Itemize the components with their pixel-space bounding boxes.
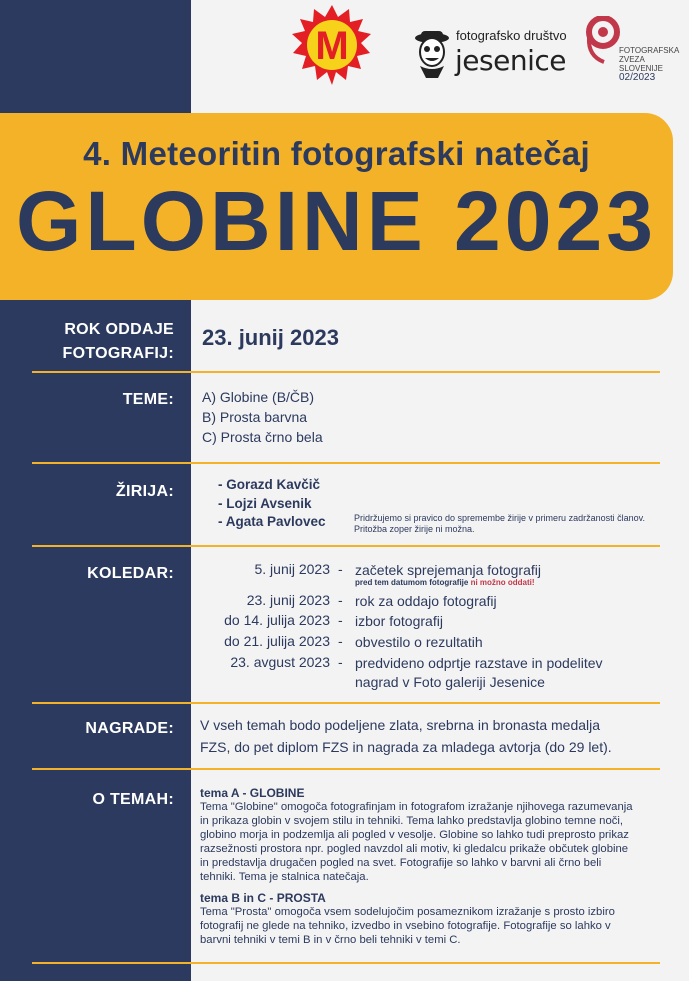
theme-a-prefix: tema A - (200, 786, 250, 800)
jury-list (218, 476, 326, 532)
jury-note-line2: Pritožba zoper žirije ni možna. (354, 524, 475, 534)
divider-4 (32, 702, 660, 704)
theme-bc-line: fotografij ne glede na tehniko, izvedbo in vsebino fotografije. Fotografije so lahko v (200, 920, 611, 932)
fzs-line-1: FOTOGRAFSKA (619, 46, 680, 55)
divider-1 (32, 371, 660, 373)
calendar-event (355, 654, 603, 692)
logo-strip (191, 0, 689, 110)
fzs-logo-text (619, 46, 679, 82)
theme-item-a: A) Globine (B/ČB) (202, 389, 315, 405)
fzs-line-4: 02/2023 (619, 72, 656, 83)
meteorit-logo-letter: M (315, 24, 349, 68)
calendar-date: 5. junij 2023 (254, 561, 330, 577)
awards-line1: V vseh temah bodo podeljene zlata, srebrna in bronasta medalja (200, 717, 601, 733)
fd-jesenice-face-icon (414, 28, 450, 78)
theme-item-c: C) Prosta črno bela (202, 429, 323, 445)
jury-member: - Agata Pavlovec (218, 514, 326, 529)
divider-2 (32, 462, 660, 464)
theme-bc-line: Tema "Prosta" omogoča vsem sodelujočim posameznikom izražanje s prosto izbiro (200, 906, 615, 918)
calendar-note-emphasis: ni možno oddati! (470, 578, 535, 587)
calendar-label: KOLEDAR: (87, 565, 174, 582)
calendar-dash: - (338, 612, 343, 628)
about-theme-a (200, 786, 678, 884)
theme-a-line: razsežnosti prostora npr. pogled navzdol ali motiv, ki gledalcu prikaže občutek globine (200, 843, 629, 855)
calendar-dash: - (338, 561, 343, 577)
about-theme-bc (200, 891, 678, 947)
deadline-label (63, 318, 174, 366)
theme-bc-prefix: tema B in C - (200, 891, 277, 905)
banner-subtitle: 4. Meteoritin fotografski natečaj (83, 135, 590, 172)
themes-list (202, 387, 323, 447)
about-label: O TEMAH: (92, 791, 174, 808)
calendar-date: do 14. julija 2023 (224, 612, 330, 628)
theme-a-line: globino morja in podzemlja ali pogled v vesolje. Globine so lahko tudi preprosto prikaz (200, 829, 629, 841)
theme-bc-line: barvni tehniki v temi B in v črno beli tehniki v temi C. (200, 934, 461, 946)
fzs-line-3: SLOVENIJE (619, 64, 664, 73)
awards-line2: FZS, do pet diplom FZS in nagrada za mladega avtorja (do 29 let). (200, 739, 612, 755)
calendar-event: obvestilo o rezultatih (355, 634, 483, 650)
calendar-date: do 21. julija 2023 (224, 633, 330, 649)
jury-member: - Gorazd Kavčič (218, 477, 321, 492)
banner-title: GLOBINE 2023 (16, 174, 657, 268)
calendar-date: 23. avgust 2023 (230, 654, 330, 670)
awards-label: NAGRADE: (85, 720, 174, 737)
theme-a-line: tehniki. Tema je stalnica natečaja. (200, 871, 369, 883)
calendar-dash: - (338, 633, 343, 649)
theme-a-line: in predstavlja drugačen pogled na svet. Fotografije so lahko v barvni ali črno beli (200, 857, 602, 869)
calendar-dash: - (338, 654, 343, 670)
calendar-dash: - (338, 592, 343, 608)
awards-text (200, 714, 612, 758)
jury-member: - Lojzi Avsenik (218, 495, 312, 511)
calendar-event: začetek sprejemanja fotografij (355, 562, 541, 578)
jury-note-line1: Pridržujemo si pravico do spremembe žirije v primeru zadržanosti članov. (354, 513, 645, 523)
fd-jesenice-line2: jesenice (455, 44, 566, 77)
fzs-line-2: ZVEZA (619, 55, 645, 64)
divider-5 (32, 768, 660, 770)
calendar-event: izbor fotografij (355, 613, 443, 629)
calendar-date: 23. junij 2023 (246, 592, 330, 608)
divider-3 (32, 545, 660, 547)
deadline-label-line2: FOTOGRAFIJ: (62, 345, 174, 362)
calendar-event-line2: nagrad v Foto galeriji Jesenice (355, 674, 545, 690)
calendar-event: rok za oddajo fotografij (355, 593, 497, 609)
theme-bc-name: PROSTA (276, 891, 326, 905)
divider-6 (32, 962, 660, 964)
jury-note (354, 513, 645, 535)
jury-label: ŽIRIJA: (115, 483, 174, 500)
calendar-event-line1: predvideno odprtje razstave in podelitev (355, 655, 603, 671)
title-banner (0, 113, 673, 300)
theme-a-line: Tema "Globine" omogoča fotografinjam in fotografom izražanje njihovega razumevanja (200, 801, 633, 813)
meteorit-logo (291, 4, 373, 86)
theme-bc-heading (200, 891, 678, 905)
fzs-logo-icon (584, 16, 622, 64)
themes-label: TEME: (122, 391, 174, 408)
theme-item-b: B) Prosta barvna (202, 409, 308, 425)
theme-a-line: in prikaza globin v svojem stilu in tehniki. Tema lahko predstavlja globino temne noči, (200, 815, 624, 827)
calendar-note (355, 578, 535, 588)
theme-a-heading (200, 786, 678, 800)
calendar-note-text: pred tem datumom fotografije (355, 578, 471, 587)
deadline-value: 23. junij 2023 (202, 325, 339, 350)
theme-a-name: GLOBINE (249, 786, 305, 800)
deadline-label-line1: ROK ODDAJE (64, 321, 174, 338)
fd-jesenice-line1: fotografsko društvo (456, 28, 567, 43)
